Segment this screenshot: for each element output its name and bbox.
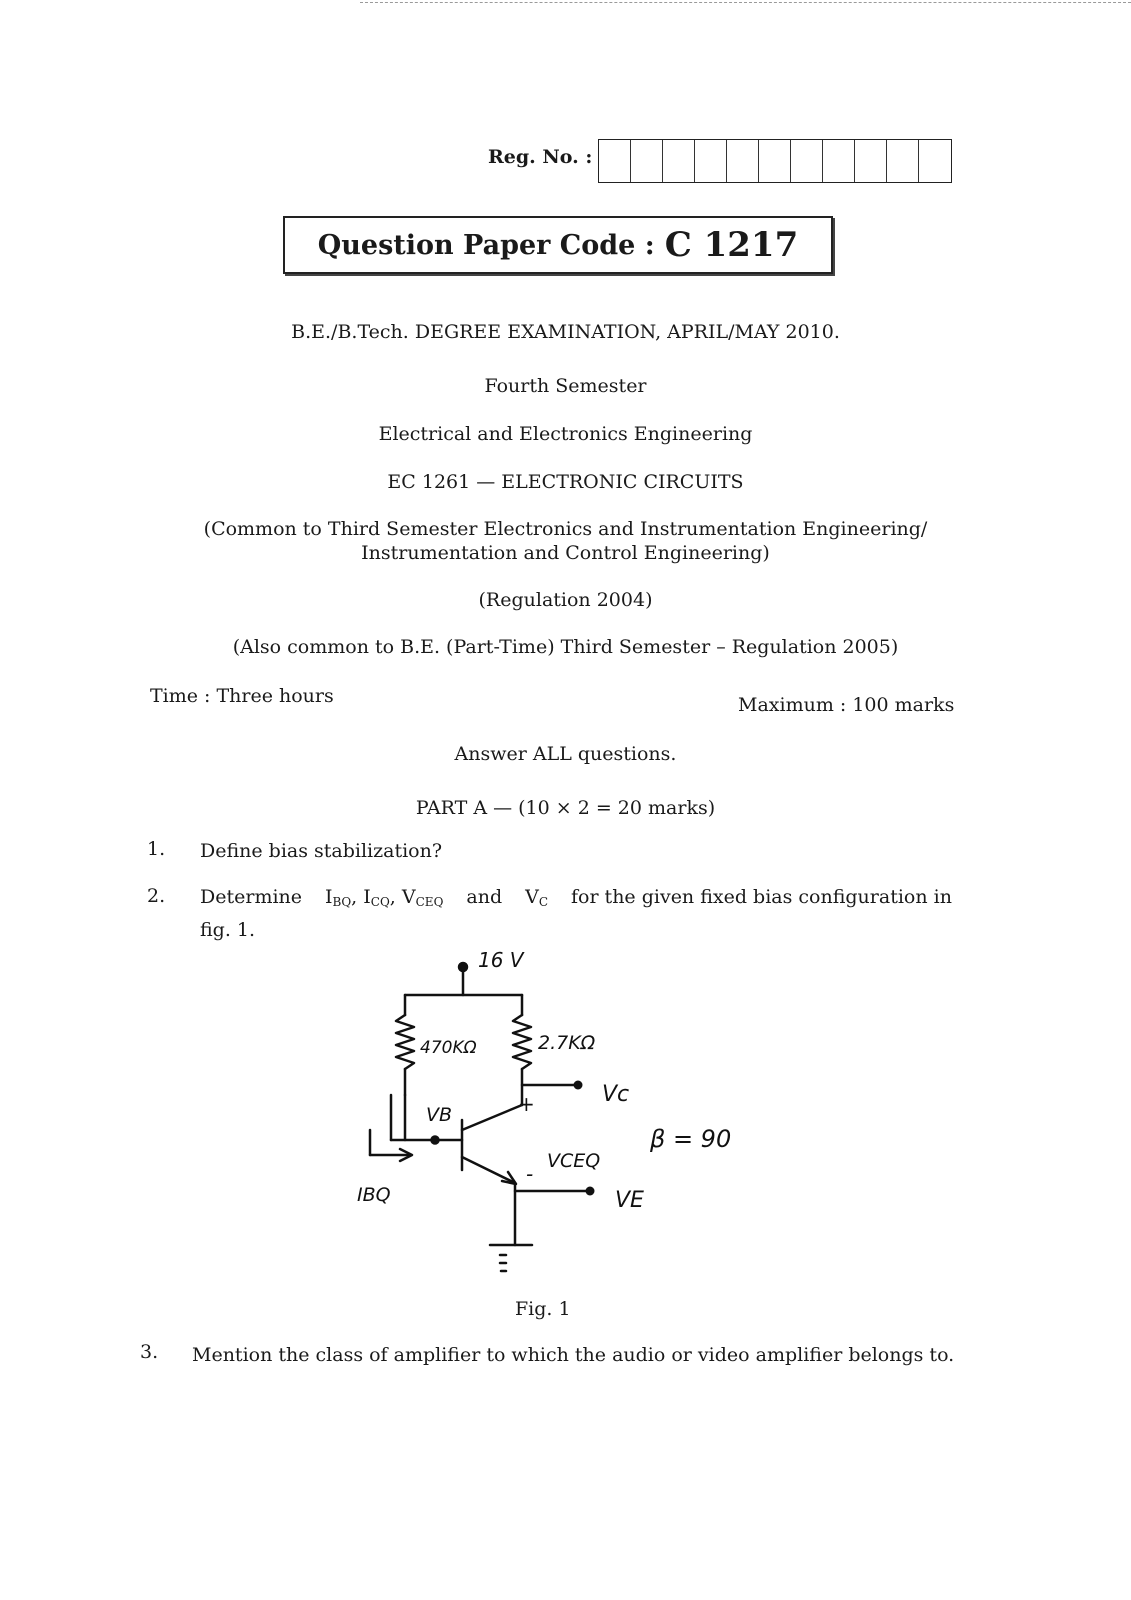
- instruction: Answer ALL questions.: [454, 743, 677, 765]
- minus-label: -: [526, 1162, 534, 1186]
- fixed-bias-circuit-diagram: [340, 945, 760, 1290]
- reg-no-digit-box[interactable]: [791, 140, 823, 182]
- reg-no-boxes[interactable]: [598, 139, 952, 183]
- question-text-line2: fig. 1.: [200, 919, 256, 941]
- supply-label: 16 V: [478, 948, 524, 972]
- ibq-label: IBQ: [357, 1184, 391, 1206]
- vc-terminal: [574, 1081, 583, 1090]
- base-node: [432, 1137, 439, 1144]
- question-paper-code-box: [283, 216, 833, 274]
- transistor-collector: [462, 1105, 522, 1130]
- reg-no-digit-box[interactable]: [663, 140, 695, 182]
- part-heading: PART A — (10 × 2 = 20 marks): [415, 797, 716, 819]
- regulation: (Regulation 2004): [478, 589, 653, 611]
- reg-no-digit-box[interactable]: [919, 140, 951, 182]
- common-line-2: Instrumentation and Control Engineering): [361, 542, 770, 564]
- code-value: C 1217: [664, 225, 799, 265]
- reg-no-digit-box[interactable]: [695, 140, 727, 182]
- max-marks: Maximum : 100 marks: [738, 694, 955, 716]
- rb-resistor: [396, 1015, 414, 1069]
- semester: Fourth Semester: [484, 375, 647, 397]
- exam-title: B.E./B.Tech. DEGREE EXAMINATION, APRIL/MAY 2010.: [291, 321, 840, 343]
- subject: EC 1261 — ELECTRONIC CIRCUITS: [387, 471, 744, 493]
- rc-label: 2.7KΩ: [538, 1032, 596, 1054]
- question-number: 3.: [140, 1341, 159, 1363]
- reg-no-digit-box[interactable]: [631, 140, 663, 182]
- vb-label: VB: [426, 1104, 453, 1126]
- scan-edge-line: [360, 2, 1131, 3]
- figure-caption: Fig. 1: [515, 1298, 571, 1320]
- common-line-1: (Common to Third Semester Electronics and Instrumentation Engineering/: [203, 518, 928, 540]
- question-number: 2.: [147, 885, 166, 907]
- vc-label: Vc: [602, 1082, 630, 1107]
- reg-no-label: Reg. No. :: [488, 146, 593, 168]
- reg-no-digit-box[interactable]: [855, 140, 887, 182]
- vceq-label: VCEQ: [547, 1150, 601, 1172]
- ve-label: VE: [615, 1188, 644, 1213]
- time-label: Time : Three hours: [150, 685, 334, 707]
- code-label: Question Paper Code :: [317, 229, 655, 261]
- department: Electrical and Electronics Engineering: [378, 423, 753, 445]
- q2-word: and: [466, 886, 503, 908]
- rb-label: 470KΩ: [420, 1038, 477, 1058]
- q2-word: Determine: [200, 886, 303, 908]
- also-common: (Also common to B.E. (Part-Time) Third Semester – Regulation 2005): [232, 636, 899, 658]
- reg-no-digit-box[interactable]: [823, 140, 855, 182]
- question-text: Mention the class of amplifier to which the audio or video amplifier belongs to.: [192, 1344, 955, 1366]
- reg-no-digit-box[interactable]: [599, 140, 631, 182]
- question-text: Define bias stabilization?: [200, 840, 443, 862]
- question-number: 1.: [147, 838, 166, 860]
- transistor-emitter: [462, 1157, 515, 1183]
- q2-vc: $V_C$: [525, 886, 548, 909]
- plus-label: +: [518, 1092, 535, 1116]
- rc-resistor: [513, 1015, 531, 1069]
- reg-no-digit-box[interactable]: [759, 140, 791, 182]
- q2-rest: for the given fixed bias configuration in: [570, 886, 952, 908]
- ve-terminal: [586, 1187, 595, 1196]
- reg-no-digit-box[interactable]: [887, 140, 919, 182]
- reg-no-digit-box[interactable]: [727, 140, 759, 182]
- beta-label: β = 90: [650, 1125, 732, 1153]
- question-text: [200, 886, 952, 909]
- q2-ibq: $I_{BQ}$, $I_{CQ}$, $V_{CEQ}$: [324, 886, 444, 909]
